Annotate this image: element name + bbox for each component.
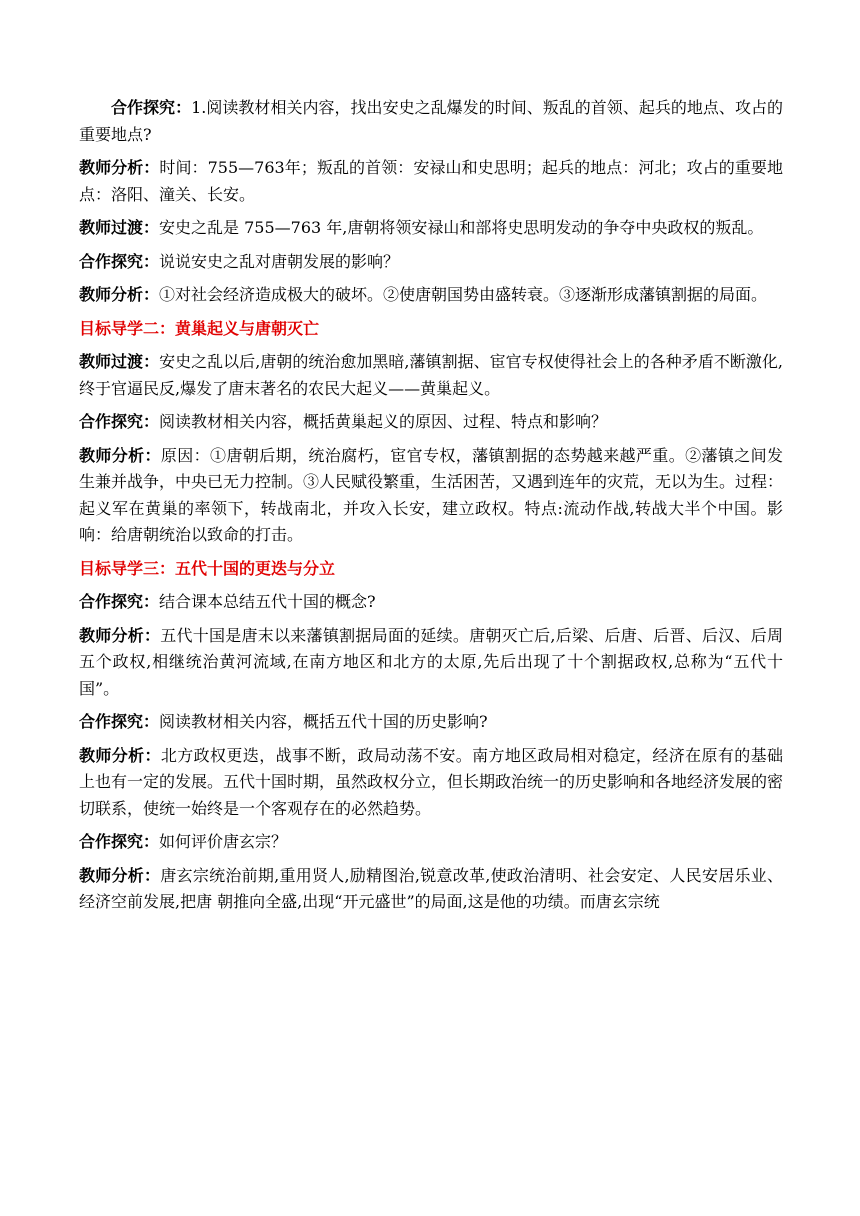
paragraph-text: 1.阅读教材相关内容，找出安史之乱爆发的时间、叛乱的首领、起兵的地点、攻占的重要地点? — [79, 98, 783, 144]
paragraph — [79, 95, 783, 148]
paragraph-text: 结合课本总结五代十国的概念? — [159, 592, 376, 611]
section-label: 合作探究： — [79, 712, 160, 731]
paragraph — [79, 743, 783, 823]
paragraph-text: 安史之乱是 755—763 年,唐朝将领安禄山和部将史思明发动的争夺中央政权的叛乱。 — [159, 218, 764, 237]
paragraph — [79, 829, 783, 856]
paragraph — [79, 443, 783, 549]
paragraph — [79, 709, 783, 736]
section-label: 合作探究： — [79, 592, 160, 611]
section-label: 教师过渡： — [79, 218, 160, 237]
paragraph — [79, 249, 783, 276]
paragraph — [79, 349, 783, 402]
paragraph-text: ①对社会经济造成极大的破坏。②使唐朝国势由盛转衰。③逐渐形成藩镇割据的局面。 — [159, 285, 768, 304]
section-label: 合作探究： — [79, 832, 160, 851]
section-label: 教师分析： — [79, 745, 161, 765]
paragraph-text: 说说安史之乱对唐朝发展的影响？ — [159, 251, 400, 271]
paragraph-text: 安史之乱以后,唐朝的统治愈加黑暗,藩镇割据、宦官专权使得社会上的各种矛盾不断激化,终于官逼民反,爆发了唐末著名的农民大起义——黄巢起义。 — [79, 352, 783, 398]
paragraph-text: 如何评价唐玄宗？ — [159, 832, 288, 851]
paragraph — [79, 409, 783, 436]
paragraph-text: 唐玄宗统治前期,重用贤人,励精图治,锐意改革,使政治清明、社会安定、人民安居乐业、经济空前发展,把唐 朝推向全盛,出现“开元盛世”的局面,这是他的功绩。而唐玄宗统 — [79, 865, 783, 911]
paragraph — [79, 623, 783, 703]
paragraph — [79, 863, 783, 916]
document-page — [79, 95, 783, 923]
paragraph — [79, 215, 783, 242]
section-label: 教师分析： — [79, 445, 161, 465]
section-label: 合作探究： — [79, 412, 160, 431]
section-heading: 目标导学三：五代十国的更迭与分立 — [79, 558, 336, 578]
paragraph-text: 原因：①唐朝后期，统治腐朽，宦官专权，藩镇割据的态势越来越严重。②藩镇之间发生兼并战争，中央已无力控制。③人民赋役繁重，生活困苦，又遇到连年的灾荒，无以为生。过程：起义军在黄巢的率领下，转战南北，并攻入长安，建立政权。特点:流动作战,转战大半个中国。影响：给唐朝统治以致命的打击。 — [79, 445, 784, 544]
section-label: 教师分析： — [79, 158, 160, 177]
section-heading: 目标导学二：黄巢起义与唐朝灭亡 — [79, 318, 320, 338]
paragraph-text: 北方政权更迭，战事不断，政局动荡不安。南方地区政局相对稳定，经济在原有的基础上也有一定的发展。五代十国时期，虽然政权分立，但长期政治统一的历史影响和各地经济发展的密切联系，使统一始终是一个客观存在的必然趋势。 — [79, 745, 784, 818]
section-label: 教师分析： — [79, 865, 161, 885]
paragraph-text: 五代十国是唐末以来藩镇割据局面的延续。唐朝灭亡后,后梁、后唐、后晋、后汉、后周五个政权,相继统治黄河流域,在南方地区和北方的太原,先后出现了十个割据政权,总称为“五代十国”。 — [79, 625, 783, 698]
section-label: 教师分析： — [79, 285, 160, 304]
paragraph — [79, 589, 783, 616]
paragraph-text: 时间：755—763年；叛乱的首领：安禄山和史思明；起兵的地点：河北；攻占的重要地点：洛阳、潼关、长安。 — [79, 158, 783, 204]
section-label: 合作探究： — [79, 251, 160, 271]
paragraph-text: 阅读教材相关内容，概括黄巢起义的原因、过程、特点和影响？ — [159, 412, 608, 431]
paragraph-text: 阅读教材相关内容，概括五代十国的历史影响? — [159, 712, 488, 731]
paragraph — [79, 155, 783, 208]
section-label: 教师过渡： — [79, 352, 160, 371]
section-label: 合作探究： — [111, 98, 192, 117]
paragraph — [79, 282, 783, 309]
section-label: 教师分析： — [79, 625, 161, 645]
